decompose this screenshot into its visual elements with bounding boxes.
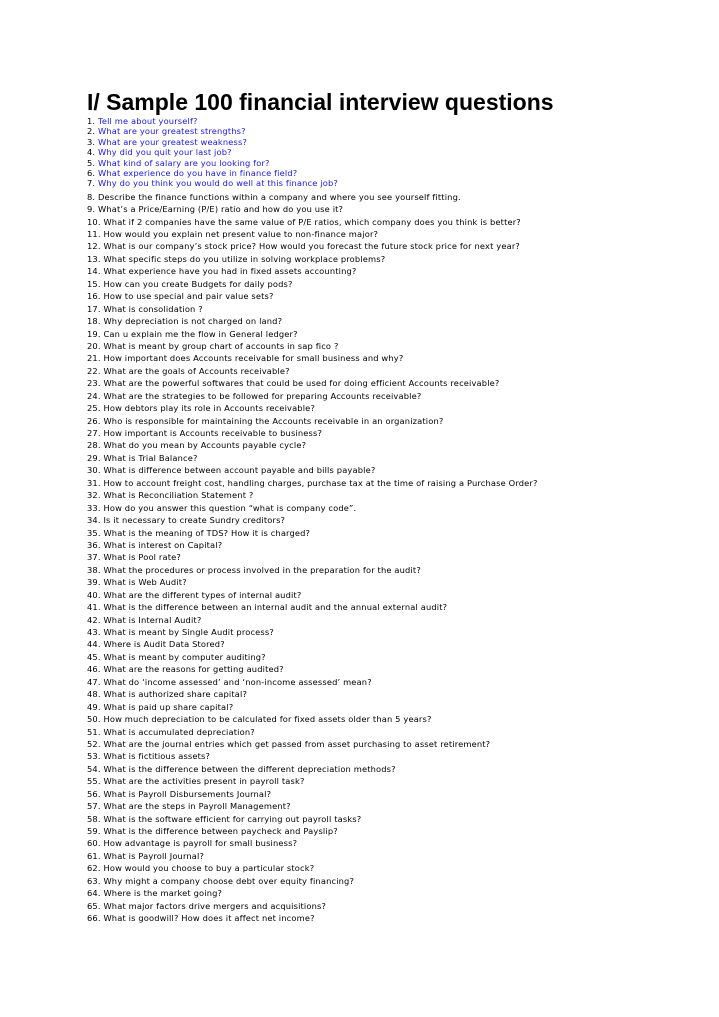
question-number: 12. bbox=[87, 241, 101, 252]
question-text: What is Payroll Disbursements Journal? bbox=[103, 788, 272, 799]
question-item bbox=[87, 813, 707, 825]
question-number: 11. bbox=[87, 229, 101, 240]
question-item bbox=[87, 340, 707, 352]
question-text: What’s a Price/Earning (P/E) ratio and how do you use it? bbox=[98, 204, 344, 215]
question-text: What is meant by Single Audit process? bbox=[103, 627, 274, 638]
question-number: 34. bbox=[87, 515, 101, 526]
question-number: 48. bbox=[87, 689, 101, 700]
question-text: Where is Audit Data Stored? bbox=[103, 639, 225, 650]
question-text: What is Reconciliation Statement ? bbox=[103, 490, 254, 501]
question-number: 24. bbox=[87, 390, 101, 401]
question-link[interactable]: What kind of salary are you looking for? bbox=[98, 157, 270, 168]
question-number: 49. bbox=[87, 701, 101, 712]
question-item[interactable] bbox=[87, 178, 707, 188]
question-item bbox=[87, 402, 707, 414]
question-item bbox=[87, 415, 707, 427]
question-number: 61. bbox=[87, 850, 101, 861]
question-link[interactable]: What are your greatest weakness? bbox=[98, 136, 248, 147]
question-item bbox=[87, 439, 707, 451]
question-number: 31. bbox=[87, 477, 101, 488]
question-number: 10. bbox=[87, 216, 101, 227]
question-item bbox=[87, 377, 707, 389]
question-number: 55. bbox=[87, 776, 101, 787]
question-text: What is goodwill? How does it affect net income? bbox=[103, 913, 315, 924]
question-item bbox=[87, 502, 707, 514]
question-text: What is Payroll Journal? bbox=[103, 850, 205, 861]
question-number: 16. bbox=[87, 291, 101, 302]
question-number: 59. bbox=[87, 826, 101, 837]
question-item bbox=[87, 750, 707, 762]
question-item bbox=[87, 564, 707, 576]
question-number: 46. bbox=[87, 664, 101, 675]
question-item bbox=[87, 365, 707, 377]
question-text: What is difference between account payable and bills payable? bbox=[103, 465, 376, 476]
question-item[interactable] bbox=[87, 168, 707, 178]
question-text: What is consolidation ? bbox=[103, 303, 203, 314]
question-item bbox=[87, 253, 707, 265]
question-text: What is Pool rate? bbox=[103, 552, 181, 563]
question-number: 28. bbox=[87, 440, 101, 451]
question-number: 13. bbox=[87, 253, 101, 264]
question-item bbox=[87, 850, 707, 862]
question-item bbox=[87, 775, 707, 787]
question-number: 38. bbox=[87, 564, 101, 575]
question-text: What is our company’s stock price? How would you forecast the future stock price for next year? bbox=[103, 241, 520, 252]
question-number: 62. bbox=[87, 863, 101, 874]
question-number: 6. bbox=[87, 167, 96, 178]
question-number: 14. bbox=[87, 266, 101, 277]
question-item bbox=[87, 303, 707, 315]
question-text: What are the different types of internal audit? bbox=[103, 589, 302, 600]
question-item bbox=[87, 452, 707, 464]
question-number: 50. bbox=[87, 714, 101, 725]
question-text: What is authorized share capital? bbox=[103, 689, 248, 700]
question-item bbox=[87, 576, 707, 588]
question-link[interactable]: What experience do you have in finance field? bbox=[98, 167, 298, 178]
question-item bbox=[87, 663, 707, 675]
question-item bbox=[87, 240, 707, 252]
question-text: Describe the finance functions within a company and where you see yourself fitting. bbox=[98, 191, 461, 202]
question-item bbox=[87, 788, 707, 800]
question-number: 43. bbox=[87, 627, 101, 638]
question-text: What is Internal Audit? bbox=[103, 614, 202, 625]
question-item bbox=[87, 464, 707, 476]
question-number: 64. bbox=[87, 888, 101, 899]
question-text: How important is Accounts receivable to business? bbox=[103, 428, 323, 439]
question-number: 30. bbox=[87, 465, 101, 476]
question-number: 52. bbox=[87, 738, 101, 749]
question-number: 9. bbox=[87, 204, 96, 215]
question-number: 66. bbox=[87, 913, 101, 924]
question-text: What are the activities present in payroll task? bbox=[103, 776, 305, 787]
question-item bbox=[87, 315, 707, 327]
question-item bbox=[87, 203, 707, 215]
question-number: 21. bbox=[87, 353, 101, 364]
question-item bbox=[87, 800, 707, 812]
question-text: What is the meaning of TDS? How it is charged? bbox=[103, 527, 311, 538]
question-item bbox=[87, 614, 707, 626]
question-text: How can you create Budgets for daily pods? bbox=[103, 278, 293, 289]
question-text: What is fictitious assets? bbox=[103, 751, 211, 762]
document-title: I/ Sample 100 financial interview questions bbox=[87, 89, 554, 115]
question-text: What the procedures or process involved in the preparation for the audit? bbox=[103, 564, 421, 575]
question-item bbox=[87, 216, 707, 228]
question-item bbox=[87, 738, 707, 750]
question-number: 3. bbox=[87, 136, 96, 147]
question-number: 60. bbox=[87, 838, 101, 849]
question-number: 22. bbox=[87, 365, 101, 376]
question-number: 45. bbox=[87, 651, 101, 662]
question-text: How to use special and pair value sets? bbox=[103, 291, 274, 302]
question-number: 23. bbox=[87, 378, 101, 389]
question-item bbox=[87, 912, 707, 924]
question-text: How advantage is payroll for small business? bbox=[103, 838, 298, 849]
question-number: 29. bbox=[87, 452, 101, 463]
question-item bbox=[87, 701, 707, 713]
question-item bbox=[87, 228, 707, 240]
question-text: What is meant by group chart of accounts in sap fico ? bbox=[103, 340, 339, 351]
question-number: 18. bbox=[87, 316, 101, 327]
question-text: Where is the market going? bbox=[103, 888, 223, 899]
question-item bbox=[87, 726, 707, 738]
question-text: What are the journal entries which get passed from asset purchasing to asset retirement? bbox=[103, 738, 491, 749]
question-number: 20. bbox=[87, 340, 101, 351]
question-item[interactable] bbox=[87, 116, 707, 126]
question-text: What is Trial Balance? bbox=[103, 452, 198, 463]
question-text: Why might a company choose debt over equity financing? bbox=[103, 875, 355, 886]
document-page bbox=[87, 88, 707, 925]
question-number: 57. bbox=[87, 801, 101, 812]
question-text: What do ‘income assessed’ and ‘non-income assessed’ mean? bbox=[103, 676, 372, 687]
question-number: 15. bbox=[87, 278, 101, 289]
question-text: Can u explain me the flow in General ledger? bbox=[103, 328, 298, 339]
question-number: 27. bbox=[87, 428, 101, 439]
question-item bbox=[87, 551, 707, 563]
question-number: 26. bbox=[87, 415, 101, 426]
question-number: 33. bbox=[87, 502, 101, 513]
question-item bbox=[87, 763, 707, 775]
question-text: What specific steps do you utilize in solving workplace problems? bbox=[103, 253, 386, 264]
question-number: 4. bbox=[87, 147, 96, 158]
question-text: What is the software efficient for carrying out payroll tasks? bbox=[103, 813, 362, 824]
question-text: What is meant by computer auditing? bbox=[103, 651, 266, 662]
question-item bbox=[87, 676, 707, 688]
question-text: What are the goals of Accounts receivable? bbox=[103, 365, 290, 376]
question-link[interactable]: Tell me about yourself? bbox=[98, 116, 198, 126]
question-item bbox=[87, 638, 707, 650]
question-number: 37. bbox=[87, 552, 101, 563]
question-item[interactable] bbox=[87, 158, 707, 168]
question-text: What major factors drive mergers and acquisitions? bbox=[103, 900, 327, 911]
question-number: 19. bbox=[87, 328, 101, 339]
question-list bbox=[87, 116, 707, 925]
question-item bbox=[87, 713, 707, 725]
question-item bbox=[87, 390, 707, 402]
question-text: What is the difference between the different depreciation methods? bbox=[103, 763, 396, 774]
question-number: 41. bbox=[87, 602, 101, 613]
question-number: 51. bbox=[87, 726, 101, 737]
question-link[interactable]: What are your greatest strengths? bbox=[98, 126, 246, 137]
question-item bbox=[87, 688, 707, 700]
question-text: What do you mean by Accounts payable cycle? bbox=[103, 440, 307, 451]
question-text: How much depreciation to be calculated for fixed assets older than 5 years? bbox=[103, 714, 432, 725]
question-link[interactable]: Why do you think you would do well at this finance job? bbox=[98, 178, 338, 189]
question-item[interactable] bbox=[87, 147, 707, 157]
question-item bbox=[87, 651, 707, 663]
question-number: 7. bbox=[87, 178, 96, 189]
question-text: What are the reasons for getting audited? bbox=[103, 664, 284, 675]
question-text: How to account freight cost, handling charges, purchase tax at the time of raising a Purchase Order? bbox=[103, 477, 538, 488]
question-link[interactable]: Why did you quit your last job? bbox=[98, 147, 232, 158]
question-text: What is interest on Capital? bbox=[103, 539, 223, 550]
question-item bbox=[87, 352, 707, 364]
question-number: 17. bbox=[87, 303, 101, 314]
question-number: 5. bbox=[87, 157, 96, 168]
question-item[interactable] bbox=[87, 137, 707, 147]
question-number: 53. bbox=[87, 751, 101, 762]
question-item bbox=[87, 589, 707, 601]
question-number: 39. bbox=[87, 577, 101, 588]
question-item bbox=[87, 862, 707, 874]
question-number: 63. bbox=[87, 875, 101, 886]
question-text: How debtors play its role in Accounts receivable? bbox=[103, 403, 315, 414]
question-number: 65. bbox=[87, 900, 101, 911]
question-number: 54. bbox=[87, 763, 101, 774]
question-number: 1. bbox=[87, 116, 96, 126]
question-number: 36. bbox=[87, 539, 101, 550]
question-item bbox=[87, 427, 707, 439]
question-text: What if 2 companies have the same value of P/E ratios, which company does you think is better? bbox=[103, 216, 521, 227]
question-text: What is the difference between an internal audit and the annual external audit? bbox=[103, 602, 448, 613]
question-number: 8. bbox=[87, 191, 96, 202]
question-text: What is the difference between paycheck and Payslip? bbox=[103, 826, 338, 837]
question-text: What is paid up share capital? bbox=[103, 701, 234, 712]
question-item bbox=[87, 539, 707, 551]
question-number: 35. bbox=[87, 527, 101, 538]
question-item bbox=[87, 875, 707, 887]
question-number: 58. bbox=[87, 813, 101, 824]
question-item bbox=[87, 278, 707, 290]
question-text: How would you explain net present value to non-finance major? bbox=[103, 229, 379, 240]
question-item bbox=[87, 265, 707, 277]
question-number: 44. bbox=[87, 639, 101, 650]
question-item bbox=[87, 900, 707, 912]
question-item bbox=[87, 328, 707, 340]
question-number: 42. bbox=[87, 614, 101, 625]
question-text: What are the strategies to be followed for preparing Accounts receivable? bbox=[103, 390, 422, 401]
question-text: What experience have you had in fixed assets accounting? bbox=[103, 266, 357, 277]
question-text: What are the steps in Payroll Management? bbox=[103, 801, 291, 812]
question-text: What is accumulated depreciation? bbox=[103, 726, 255, 737]
question-text: How important does Accounts receivable for small business and why? bbox=[103, 353, 404, 364]
question-item bbox=[87, 825, 707, 837]
question-item bbox=[87, 514, 707, 526]
question-number: 32. bbox=[87, 490, 101, 501]
question-item bbox=[87, 477, 707, 489]
question-number: 25. bbox=[87, 403, 101, 414]
question-item bbox=[87, 527, 707, 539]
question-number: 47. bbox=[87, 676, 101, 687]
question-text: Is it necessary to create Sundry creditors? bbox=[103, 515, 286, 526]
question-number: 2. bbox=[87, 126, 96, 137]
question-item bbox=[87, 489, 707, 501]
question-number: 40. bbox=[87, 589, 101, 600]
question-item bbox=[87, 290, 707, 302]
question-item[interactable] bbox=[87, 126, 707, 136]
question-text: What are the powerful softwares that could be used for doing efficient Accounts receivable? bbox=[103, 378, 500, 389]
question-item bbox=[87, 626, 707, 638]
question-text: What is Web Audit? bbox=[103, 577, 187, 588]
question-item bbox=[87, 191, 707, 203]
question-item bbox=[87, 837, 707, 849]
question-item bbox=[87, 887, 707, 899]
question-text: Why depreciation is not charged on land? bbox=[103, 316, 283, 327]
question-text: How do you answer this question “what is company code”. bbox=[103, 502, 357, 513]
question-item bbox=[87, 601, 707, 613]
question-text: How would you choose to buy a particular stock? bbox=[103, 863, 315, 874]
question-number: 56. bbox=[87, 788, 101, 799]
question-text: Who is responsible for maintaining the Accounts receivable in an organization? bbox=[103, 415, 444, 426]
